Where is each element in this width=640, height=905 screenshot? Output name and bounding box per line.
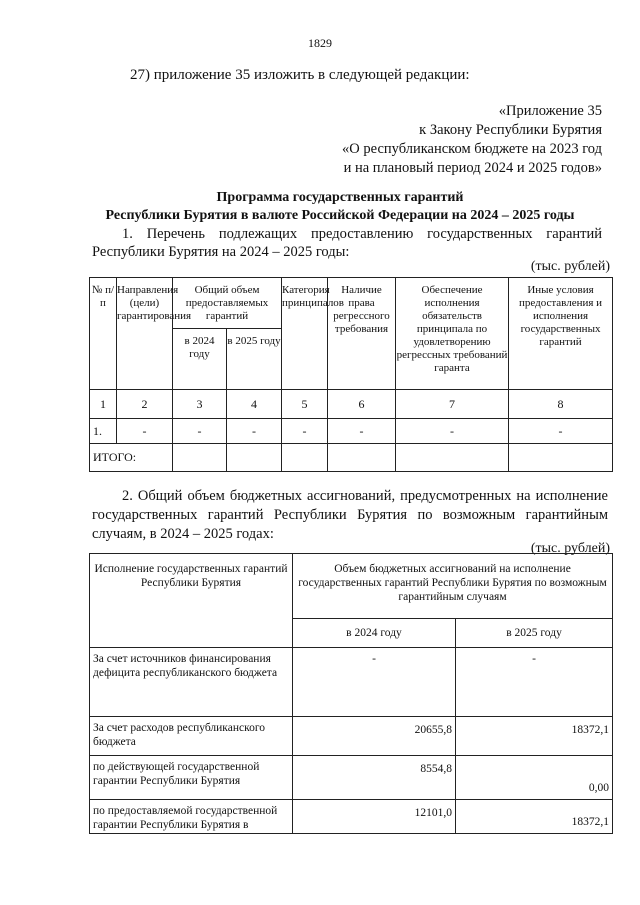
value-2025: - [456, 648, 613, 717]
col-header-2025: в 2025 году [227, 329, 282, 390]
amendment-instruction: 27) приложение 35 изложить в следующей редакции: [130, 67, 470, 83]
unit-label-1: (тыс. рублей) [530, 259, 610, 274]
section1-text: 1. Перечень подлежащих предоставлению государственных гарантий Республики Бурятия на 2024 – 2025 годы: [92, 226, 602, 260]
appendix-header [342, 102, 602, 178]
value-2024: 20655,8 [293, 717, 456, 756]
program-title-line-1: Программа государственных гарантий [216, 190, 464, 205]
value-2024: 12101,0 [293, 800, 456, 834]
total-row [90, 444, 613, 472]
table-cell: - [227, 419, 282, 444]
column-number: 8 [509, 390, 613, 419]
table-cell: - [282, 419, 328, 444]
table-cell: - [396, 419, 509, 444]
table-cell: - [117, 419, 173, 444]
table-cell: - [509, 419, 613, 444]
value-2024: 8554,8 [293, 756, 456, 800]
column-number-row [90, 390, 613, 419]
header-2025: в 2025 году [456, 619, 613, 648]
header-2024: в 2024 году [293, 619, 456, 648]
row-label: по предоставляемой государственной гарантии Республики Бурятия в [90, 800, 293, 834]
unit-label-2: (тыс. рублей) [530, 541, 610, 556]
column-number: 7 [396, 390, 509, 419]
col-header-other-conditions: Иные условия предоставления и исполнения государственных гарантий [509, 278, 613, 390]
appendix-line-2: к Закону Республики Бурятия [419, 122, 602, 138]
row-label: За счет расходов республиканского бюджета [90, 717, 293, 756]
table-cell [282, 444, 328, 472]
total-label: ИТОГО: [90, 444, 173, 472]
table-cell [173, 444, 227, 472]
column-number: 4 [227, 390, 282, 419]
appendix-line-3: «О республиканском бюджете на 2023 год [342, 141, 602, 157]
column-number: 5 [282, 390, 328, 419]
program-title [0, 189, 640, 225]
cell-num: 1. [90, 419, 117, 444]
column-number: 1 [90, 390, 117, 419]
table-cell [227, 444, 282, 472]
column-number: 3 [173, 390, 227, 419]
value-2025: 18372,1 [456, 800, 613, 834]
table-row [90, 756, 613, 800]
header-allocations: Объем бюджетных ассигнований на исполнение государственных гарантий Республики Бурятия по возможным гарантийным случаям [293, 554, 613, 619]
table-cell: - [328, 419, 396, 444]
table-row [90, 648, 613, 717]
appendix-line-1: «Приложение 35 [498, 103, 602, 119]
section2-text: 2. Общий объем бюджетных ассигнований, предусмотренных на исполнение государственных гарантий Республики Бурятия по возможным гарантийным случаям, в 2024 – 2025 годах: [92, 488, 608, 542]
column-number: 6 [328, 390, 396, 419]
row-label: За счет источников финансирования дефицита республиканского бюджета [90, 648, 293, 717]
col-header-2024: в 2024 году [173, 329, 227, 390]
col-header-security: Обеспечение исполнения обязательств принципала по удовлетворению регрессных требований гаранта [396, 278, 509, 390]
col-header-purpose: Направления (цели) гарантирования [117, 278, 173, 390]
table-cell [509, 444, 613, 472]
col-header-regress: Наличие права регрессного требования [328, 278, 396, 390]
guarantees-table [89, 277, 613, 472]
column-number: 2 [117, 390, 173, 419]
table-row [90, 419, 613, 444]
col-header-total-volume: Общий объем предоставляемых гарантий [173, 278, 282, 329]
value-2025: 0,00 [456, 756, 613, 800]
program-title-line-2: Республики Бурятия в валюте Российской Федерации на 2024 – 2025 годы [105, 208, 575, 223]
page-number: 1829 [308, 36, 332, 50]
table-row [90, 800, 613, 834]
value-2025: 18372,1 [456, 717, 613, 756]
value-2024: - [293, 648, 456, 717]
allocations-table [89, 553, 613, 834]
col-header-category: Категория принципалов [282, 278, 328, 390]
row-label: по действующей государственной гарантии Республики Бурятия [90, 756, 293, 800]
table-cell: - [173, 419, 227, 444]
col-header-num: № п/п [90, 278, 117, 390]
table-row [90, 717, 613, 756]
table-cell [328, 444, 396, 472]
table-cell [396, 444, 509, 472]
header-execution: Исполнение государственных гарантий Республики Бурятия [90, 554, 293, 648]
appendix-line-4: и на плановый период 2024 и 2025 годов» [343, 160, 602, 176]
